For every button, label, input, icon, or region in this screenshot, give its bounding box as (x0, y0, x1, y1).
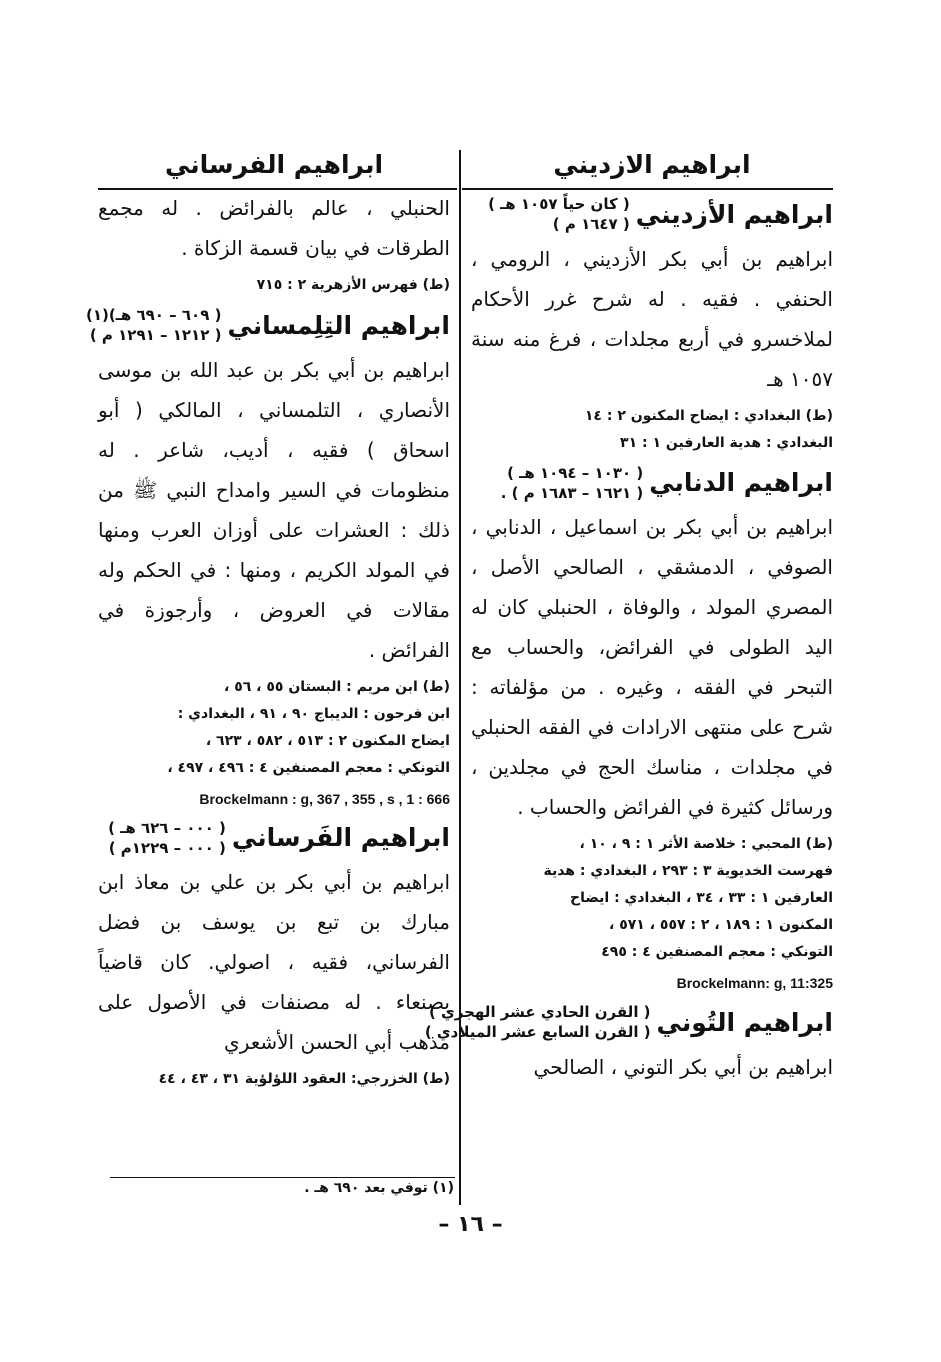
left-column-header: ابراهيم الفرساني (164, 149, 384, 179)
entry-dates (86, 305, 221, 346)
reference-line: التونكي : معجم المصنفين ٤ : ٤٩٥ (601, 944, 833, 960)
entry-name: ابراهيم الدنابي (649, 468, 833, 498)
reference-line: فهرست الخديوية ٣ : ٢٩٣ ، البغدادي : هدية (543, 863, 833, 879)
entry-references (98, 674, 450, 782)
entry-dates (108, 818, 226, 859)
left-column (85, 140, 450, 1097)
dates-hijri: ( كان حياً ١٠٥٧ هـ ) (488, 195, 630, 213)
reference-line: (ط) الخزرجي: العقود اللؤلؤية ٣١ ، ٤٣ ، ٤٤ (158, 1071, 450, 1087)
dates-gregorian: ( القرن السابع عشر الميلادي ) (424, 1023, 651, 1042)
latin-reference: Brockelmann : g, 367 , 355 , s , 1 : 666 (199, 790, 450, 807)
reference-line: (ط) البغدادي : ايضاح المكنون ٢ : ١٤ (584, 407, 833, 424)
reference-line: العارفين ١ : ٣٣ ، ٣٤ ، البغدادي : ايضاح (570, 890, 833, 906)
entry-name: ابراهيم التُوني (656, 1007, 833, 1037)
right-column-header: ابراهيم الازديني (553, 149, 751, 179)
page-number: – ١٦ – (438, 1212, 503, 1237)
dates-gregorian: ( ٠٠٠ – ١٢٢٩م ) (108, 838, 226, 857)
right-column (424, 140, 833, 1087)
entry-azdini (471, 194, 833, 457)
entry-heading (98, 818, 450, 859)
entry-text: ابراهيم بن أبي بكر بن عبد الله بن موسى الأنصاري ، التلمساني ، المالكي ( أبو اسحاق ) فقيه ، أديب، شاعر . له منظومات في السير وامداح النبي ﷺ من ذلك : العشرات على أوزان العرب ومنها في المولد الكريم ، ومنها : في الحكم وله مقالات في العروض ، وأرجوزة في الفرائض . (98, 357, 450, 662)
entry-references (98, 1066, 450, 1093)
dates-hijri: ( ٦٠٩ – ٦٩٠ هـ)(١) (85, 306, 222, 324)
dates-hijri: ( ١٠٣٠ – ١٠٩٤ هـ ) (507, 463, 644, 482)
latin-reference: Brockelmann: g, 11:325 (676, 975, 833, 991)
entry-dates (488, 194, 630, 235)
footnote-rule (110, 1177, 455, 1178)
footnote: (١) توفي بعد ٦٩٠ هـ . (304, 1180, 454, 1196)
entry-heading (424, 1002, 833, 1043)
reference-line: ابن فرحون : الديباج ٩٠ ، ٩١ ، البغدادي : (177, 705, 450, 722)
reference-line: البغدادي : هدية العارفين ١ : ٣١ (620, 434, 833, 451)
entry-heading (85, 305, 450, 346)
reference-line: ايضاح المكنون ٢ : ٥١٣ ، ٥٨٢ ، ٦٢٣ ، (205, 732, 450, 749)
dates-gregorian: ( ١٢١٢ – ١٢٩١ م ) (89, 326, 222, 345)
entry-text: ابراهيم بن أبي بكر بن اسماعيل ، الدنابي ، الصوفي ، الدمشقي ، الصالحي الأصل ، المصري المولد ، والوفاة ، الحنبلي كان له اليد الطولى في الفرائض، والحساب مع التبحر في الفقه ، وغيره . من مؤلفاته : شرح على منتهى الارادات في الفقه الحنبلي في مجلدات ، مناسك الحج في مجلدين ، ورسائل كثيرة في الفرائض والحساب . (471, 515, 833, 819)
entry-name: ابراهيم الفَرساني (231, 823, 450, 853)
entry-references (471, 403, 833, 457)
dates-hijri: ( ٠٠٠ – ٦٢٦ هـ ) (108, 818, 226, 837)
reference-line: (ط) ابن مريم : البستان ٥٥ ، ٥٦ ، (224, 678, 450, 695)
entry-heading (471, 194, 833, 235)
entry-farsani (98, 818, 450, 1094)
entry-dunabi (471, 463, 833, 997)
dates-hijri: ( القرن الحادي عشر الهجري ) (428, 1003, 651, 1021)
entry-heading (471, 463, 833, 504)
continuation-reference: (ط) فهرس الأزهرية ٢ : ٧١٥ (256, 277, 450, 293)
entry-dates (501, 463, 644, 504)
entry-text: ابراهيم بن أبي بكر التوني ، الصالحي (533, 1054, 833, 1079)
entry-name: ابراهيم الأزديني (635, 199, 833, 229)
entry-name: ابراهيم التِلِمساني (227, 310, 450, 340)
column-divider (459, 150, 461, 1205)
reference-line: التونكي : معجم المصنفين ٤ : ٤٩٦ ، ٤٩٧ ، (167, 759, 450, 776)
dates-gregorian: ( ١٦٤٧ م ) (552, 215, 630, 234)
continuation-text: الحنبلي ، عالم بالفرائض . له مجمع الطرقات في بيان قسمة الزكاة . (98, 196, 450, 260)
entry-tilimsani (85, 305, 450, 812)
dates-gregorian: ( ١٦٢١ – ١٦٨٣ م ) . (500, 483, 644, 502)
reference-line: (ط) المحبي : خلاصة الأثر ١ : ٩ ، ١٠ ، (579, 836, 833, 852)
entry-tuni (424, 1002, 833, 1087)
entry-references (471, 831, 833, 966)
entry-dates (425, 1002, 651, 1043)
entry-text: ابراهيم بن أبي بكر بن علي بن معاذ ابن مبارك بن تبع بن يوسف بن فضل الفرساني، فقيه ، اصولي. كان قاضياً بصنعاء . له مصنفات في الأصول على مذهب أبي الحسن الأشعري (98, 870, 450, 1054)
entry-text: ابراهيم بن أبي بكر الأزديني ، الرومي ، الحنفي . فقيه . له شرح غرر الأحكام لملاخسرو في أربع مجلدات ، فرغ منه سنة ١٠٥٧ هـ (471, 246, 833, 391)
reference-line: المكنون ١ : ١٨٩ ، ٢ : ٥٥٧ ، ٥٧١ ، (609, 917, 833, 933)
